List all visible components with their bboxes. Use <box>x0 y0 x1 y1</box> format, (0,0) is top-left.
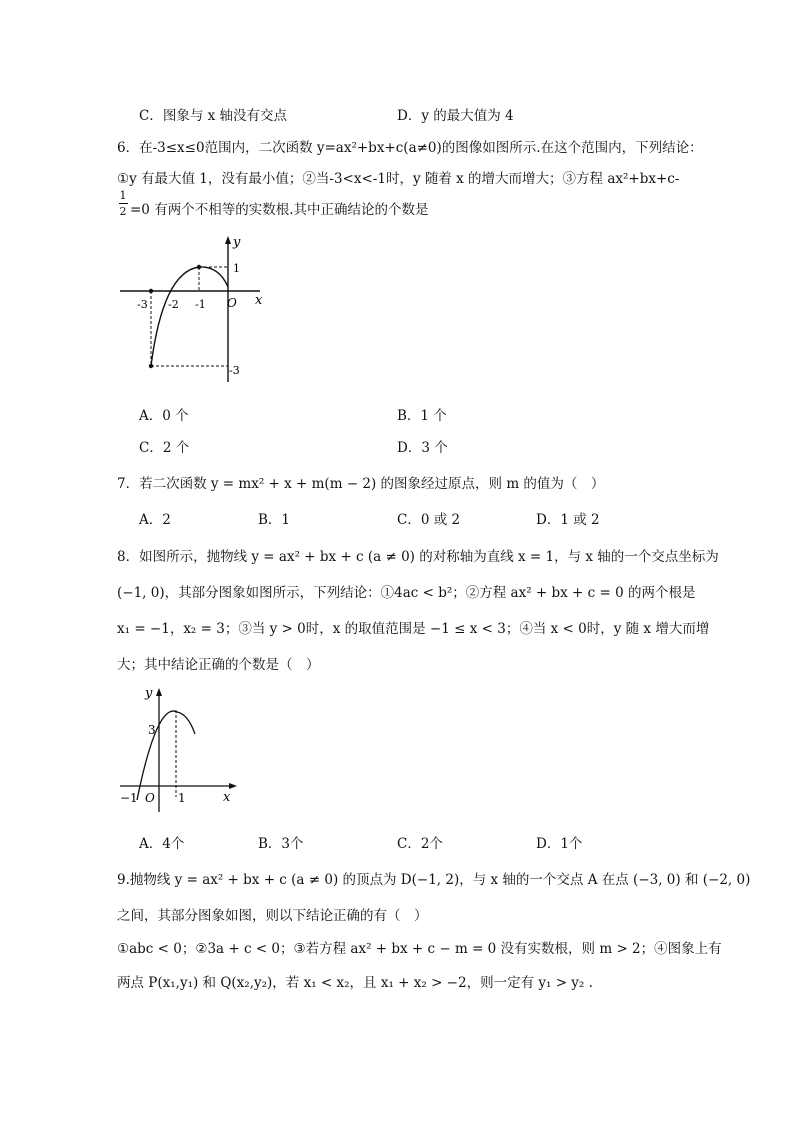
q7-option-d: D．1 或 2 <box>536 512 600 528</box>
q6-parabola <box>151 267 228 366</box>
q8-label-x: x <box>223 790 231 805</box>
q8-label-1: 1 <box>178 791 186 805</box>
q8-line4: 大；其中结论正确的个数是（ ） <box>117 657 320 673</box>
q9-line4: 两点 P(x₁,y₁) 和 Q(x₂,y₂)，若 x₁ < x₂，且 x₁ + x₂ > −2，则一定有 y₁ > y₂ . <box>117 975 593 991</box>
q7-option-c: C．0 或 2 <box>397 512 461 528</box>
q6-label-y: y <box>233 235 241 250</box>
q6-fraction-numerator: 1 <box>119 189 127 202</box>
q6-fraction-denominator: 2 <box>119 205 127 218</box>
q7-question: 7．若二次函数 y = mx² + x + m(m − 2) 的图象经过原点，则 m 的值为（ ） <box>117 476 605 492</box>
q6-label-x: x <box>255 293 263 308</box>
q6-option-b: B．1 个 <box>397 408 447 424</box>
q8-option-a: A．4个 <box>139 836 185 852</box>
q8-line3: x₁ = −1，x₂ = 3；③当 y > 0时，x 的取值范围是 −1 ≤ x < 3；④当 x < 0时，y 随 x 增大而增 <box>117 621 710 637</box>
q8-y-arrow <box>156 688 162 696</box>
q8-label-origin: O <box>145 791 155 805</box>
q8-parabola <box>137 711 195 800</box>
q6-point-end <box>149 364 153 368</box>
q8-x-arrow <box>229 783 237 789</box>
q6-point-neg3 <box>149 289 153 293</box>
q9-line3: ①abc < 0；②3a + c < 0；③若方程 ax² + bx + c − m = 0 没有实数根，则 m > 2；④图象上有 <box>117 941 722 957</box>
q8-graph <box>115 682 245 817</box>
q6-graph <box>115 232 275 392</box>
q9-line2: 之间，其部分图象如图，则以下结论正确的有（ ） <box>117 908 428 924</box>
q6-label-origin: O <box>227 296 237 310</box>
q9-line1: 9.抛物线 y = ax² + bx + c (a ≠ 0) 的顶点为 D(−1, 2)，与 x 轴的一个交点 A 在点 (−3, 0) 和 (−2, 0) <box>117 872 751 888</box>
q8-line1: 8．如图所示，抛物线 y = ax² + bx + c (a ≠ 0) 的对称轴为直线 x = 1，与 x 轴的一个交点坐标为 <box>117 549 719 565</box>
q6-label-y-neg3: -3 <box>229 364 240 377</box>
q8-label-neg1: −1 <box>120 791 138 805</box>
q6-label-1: 1 <box>233 262 240 275</box>
q6-point-vertex <box>197 265 201 269</box>
q6-option-d: D．3 个 <box>397 440 448 456</box>
q6-option-a: A．0 个 <box>139 408 189 424</box>
q8-label-y: y <box>145 686 153 701</box>
q8-label-3: 3 <box>148 723 156 737</box>
q6-label-neg3: -3 <box>137 298 148 311</box>
q6-line2: ①y 有最大值 1，没有最小值；②当-3<x<-1时，y 随着 x 的增大而增大；③方程 ax²+bx+c- <box>117 171 680 187</box>
q5-option-d: D．y 的最大值为 4 <box>397 108 514 124</box>
q6-fraction-bar <box>119 203 128 204</box>
q6-label-neg1: -1 <box>195 298 206 311</box>
q5-option-c: C．图象与 x 轴没有交点 <box>139 108 288 124</box>
q6-line3: =0 有两个不相等的实数根.其中正确结论的个数是 <box>130 202 429 218</box>
q6-line1: 6．在-3≤x≤0范围内，二次函数 y=ax²+bx+c(a≠0)的图像如图所示.在这个范围内，下列结论： <box>117 140 703 156</box>
q7-option-b: B．1 <box>258 512 291 528</box>
q6-label-neg2: -2 <box>168 298 179 311</box>
q8-line2: (−1, 0)，其部分图象如图所示，下列结论：①4ac < b²；②方程 ax² + bx + c = 0 的两个根是 <box>117 585 696 601</box>
q6-option-c: C．2 个 <box>139 440 190 456</box>
q6-y-arrow <box>225 236 231 244</box>
q8-option-b: B．3个 <box>258 836 304 852</box>
q8-option-c: C．2个 <box>397 836 443 852</box>
q7-option-a: A．2 <box>139 512 171 528</box>
q8-option-d: D．1个 <box>536 836 583 852</box>
